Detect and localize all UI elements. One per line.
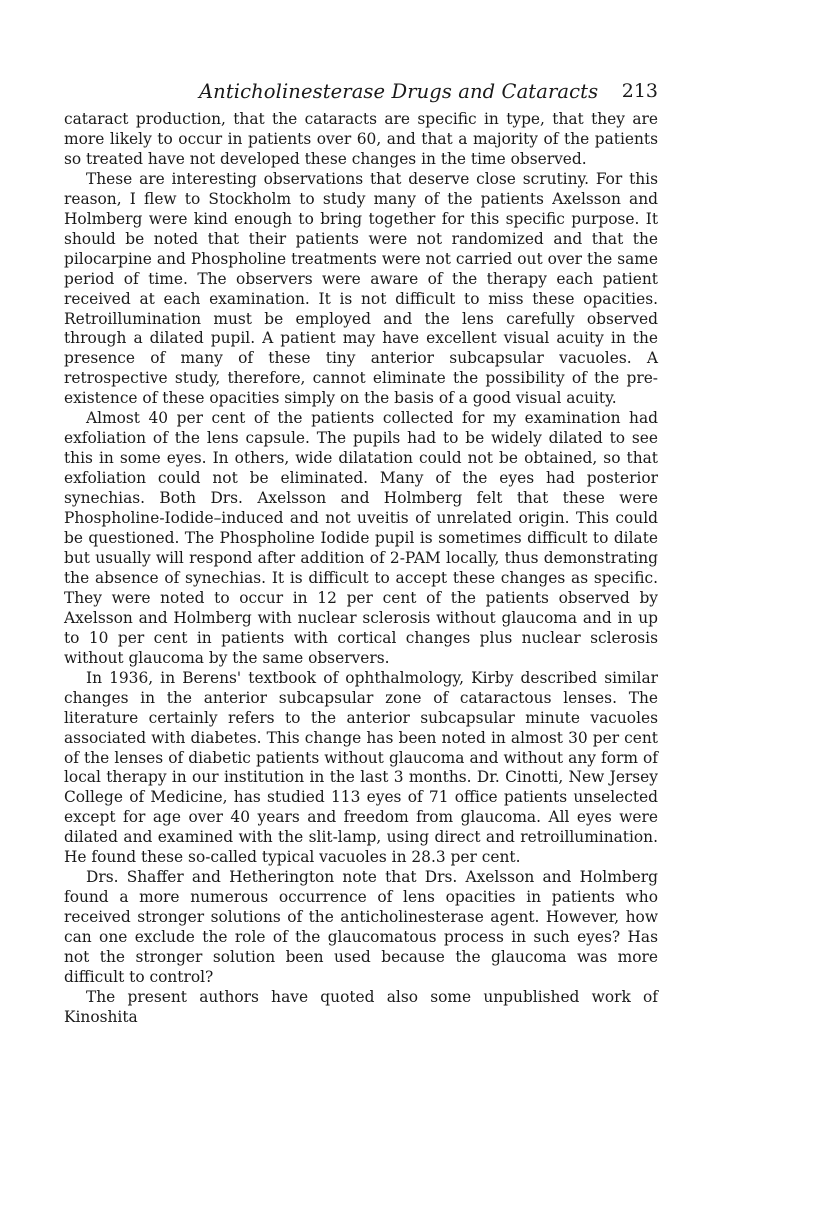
paragraph: These are interesting observations that deserve close scrutiny. For this reason, I flew to Stockholm to study many of the patients Axelsson and Holmberg were kind enough to bring together for this specific purpose. It should be noted that their patients were not randomized and that the pilocarpine and Phospholine treatments were not carried out over the same period of time. The observers were aware of the therapy each patient received at each examination. It is not difficult to miss these opacities. Retroillumination must be employed and the lens carefully observed through a dilated pupil. A patient may have excellent visual acuity in the presence of many of these tiny anterior subcapsular vacuoles. A retrospective study, therefore, cannot eliminate the possibility of the pre-existence of these opacities simply on the basis of a good visual acuity. (64, 169, 658, 408)
running-head (64, 80, 658, 108)
paragraph: Drs. Shaffer and Hetherington note that Drs. Axelsson and Holmberg found a more numerous occurrence of lens opacities in patients who received stronger solutions of the anticholinesterase agent. However, how can one exclude the role of the glaucomatous process in such eyes? Has not the stronger solution been used because the glaucoma was more difficult to control? (64, 868, 658, 986)
running-title: Anticholinesterase Drugs and Cataracts (199, 80, 599, 103)
body-text (64, 110, 658, 1028)
paragraph: In 1936, in Berens' textbook of ophthalmology, Kirby described similar changes in the anterior subcapsular zone of cataractous lenses. The literature certainly refers to the anterior subcapsular minute vacuoles associated with diabetes. This change has been noted in almost 30 per cent of the lenses of diabetic patients without glaucoma and without any form of local therapy in our institution in the last 3 months. Dr. Cinotti, New Jersey College of Medicine, has studied 113 eyes of 71 office patients unselected except for age over 40 years and freedom from glaucoma. All eyes were dilated and examined with the slit-lamp, using direct and retroillumination. He found these so-called typical vacuoles in 28.3 per cent. (64, 668, 658, 867)
page-number: 213 (621, 80, 658, 102)
paragraph: The present authors have quoted also some unpublished work of Kinoshita (64, 987, 658, 1026)
paragraph: Almost 40 per cent of the patients collected for my examination had exfoliation of the lens capsule. The pupils had to be widely dilated to see this in some eyes. In others, wide dilatation could not be obtained, so that exfoliation could not be eliminated. Many of the eyes had posterior synechias. Both Drs. Axelsson and Holmberg felt that these were Phospholine-Iodide–induced and not uveitis of unrelated origin. This could be questioned. The Phospholine Iodide pupil is sometimes difficult to dilate but usually will respond after addition of 2-PAM locally, thus demonstrating the absence of synechias. It is difficult to accept these changes as specific. They were noted to occur in 12 per cent of the patients observed by Axelsson and Holmberg with nuclear sclerosis without glaucoma and in up to 10 per cent in patients with cortical changes plus nuclear sclerosis without glaucoma by the same observers. (64, 409, 658, 667)
paragraph-continued: cataract production, that the cataracts are specific in type, that they are more likely to occur in patients over 60, and that a majority of the patients so treated have not developed these changes in the time observed. (64, 110, 658, 168)
page (64, 80, 658, 1028)
